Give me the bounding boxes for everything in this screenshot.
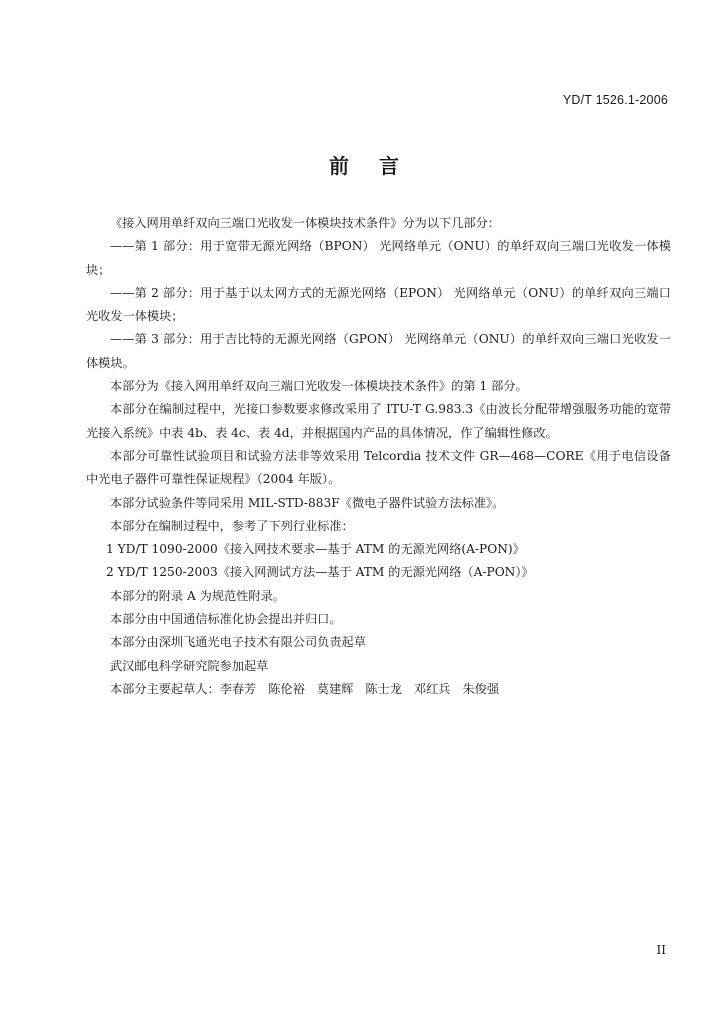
foreword-body [86,212,671,701]
paragraph-references-intro: 本部分在编制过程中，参考了下列行业标准： [110,518,354,533]
paragraph-reliability: 本部分可靠性试验项目和试验方法非等效采用 Telcordia 技术文件 GR—468—CORE《用于电信设备中光电子器件可靠性保证规程》（2004 年版）。 [86,448,671,487]
standard-code: YD/T 1526.1-2006 [562,93,668,107]
drafter-name: 陈伦裕 [268,681,305,696]
drafter-name: 莫建辉 [316,681,354,696]
page-number: II [656,943,666,957]
paragraph-this-part: 本部分为《接入网用单纤双向三端口光收发一体模块技术条件》的第 1 部分。 [110,379,528,394]
paragraph-part-1: ——第 1 部分：用于宽带无源光网络（BPON） 光网络单元（ONU）的单纤双向三端口光收发一体模块； [86,239,671,277]
reference-item-2: 2 YD/T 1250-2003《接入网测试方法—基于 ATM 的无源光网络（A-PON）》 [106,565,534,580]
reference-item-1: 1 YD/T 1090-2000《接入网技术要求—基于 ATM 的无源光网络(A-PON)》 [106,542,525,557]
paragraph-annex: 本部分的附录 A 为规范性附录。 [110,588,285,603]
page-title: 前言 [329,154,429,178]
paragraph-optical-params: 本部分在编制过程中，光接口参数要求修改采用了 ITU-T G.983.3《由波长分配带增强服务功能的宽带光接入系统》中表 4b、表 4c、表 4d，并根据国内产品的具体情况，作了编辑性修改。 [86,402,671,440]
paragraph-drafting-unit: 本部分由深圳飞通光电子技术有限公司负责起草 [110,635,366,650]
paragraph-drafters [86,678,671,701]
paragraph-part-2: ——第 2 部分：用于基于以太网方式的无源光网络（EPON） 光网络单元（ONU）的单纤双向三端口光收发一体模块； [86,285,671,324]
drafters-label: 本部分主要起草人： [110,681,220,696]
drafter-name: 陈士龙 [365,681,402,696]
drafter-name: 朱俊强 [462,681,500,696]
paragraph-test-conditions: 本部分试验条件等同采用 MIL-STD-883F《微电子器件试验方法标准》。 [110,495,505,510]
paragraph-intro: 《接入网用单纤双向三端口光收发一体模块技术条件》分为以下几部分： [110,216,500,230]
paragraph-proposer: 本部分由中国通信标准化协会提出并归口。 [110,612,342,627]
paragraph-participating-unit: 武汉邮电科学研究院参加起草 [110,658,269,673]
paragraph-part-3: ——第 3 部分：用于吉比特的无源光网络（GPON） 光网络单元（ONU）的单纤双向三端口光收发一体模块。 [86,332,671,370]
drafter-name: 李春芳 [219,681,257,696]
drafter-name: 邓红兵 [413,681,451,696]
